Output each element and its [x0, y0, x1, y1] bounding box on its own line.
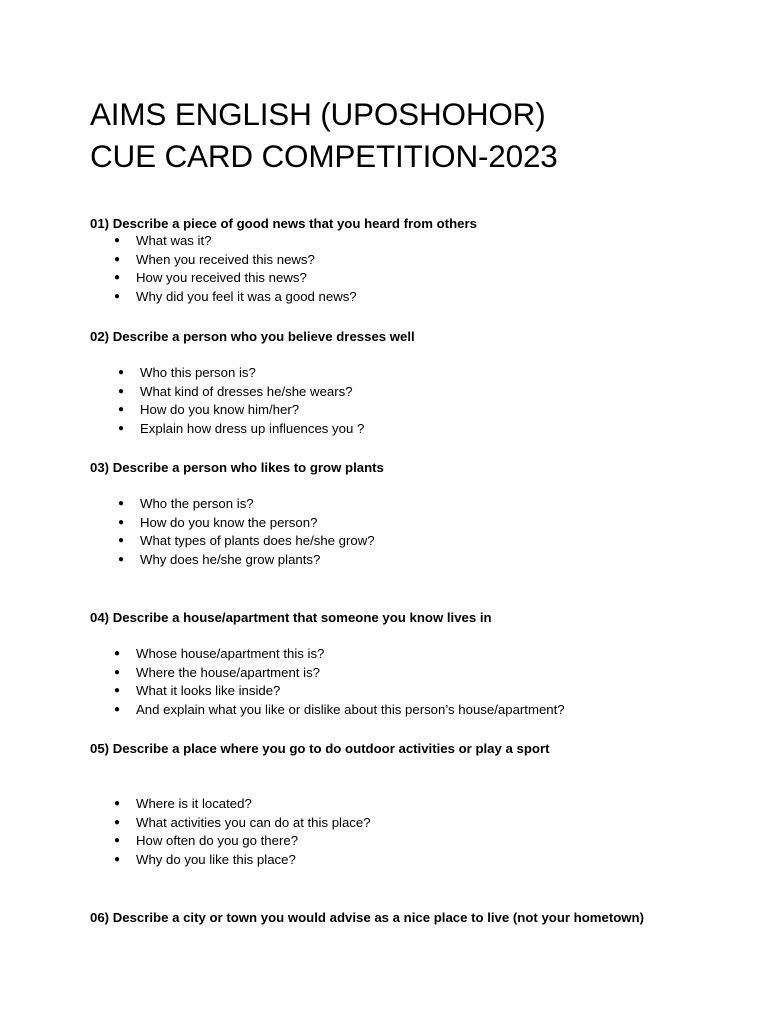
bullet-dot-icon: ●	[118, 367, 125, 378]
bullet-dot-icon: ●	[114, 798, 121, 809]
question-3-bullets	[118, 495, 375, 570]
question-5-bullets	[114, 795, 371, 870]
bullet-item: ● And explain what you like or dislike about this person’s house/apartment?	[136, 701, 565, 720]
bullet-dot-icon: ●	[114, 816, 121, 828]
bullet-dot-icon: ●	[114, 685, 121, 697]
bullet-item: ● Explain how dress up influences you ?	[140, 420, 364, 439]
bullet-item: ● Why does he/she grow plants?	[140, 551, 375, 570]
bullet-dot-icon: ●	[114, 291, 121, 303]
question-1-heading: 01) Describe a piece of good news that you heard from others	[90, 216, 477, 231]
bullet-dot-icon: ●	[114, 666, 121, 678]
bullet-dot-icon: ●	[114, 272, 121, 284]
bullet-item: ● What activities you can do at this place?	[136, 814, 371, 833]
bullet-dot-icon: ●	[114, 253, 121, 265]
bullet-item: ● How often do you go there?	[136, 832, 371, 851]
bullet-dot-icon: ●	[114, 704, 121, 716]
bullet-item: ● Where the house/apartment is?	[136, 664, 565, 683]
question-3-heading: 03) Describe a person who likes to grow plants	[90, 460, 384, 475]
question-4-heading: 04) Describe a house/apartment that someone you know lives in	[90, 610, 492, 625]
bullet-dot-icon: ●	[118, 404, 125, 416]
question-5-heading: 05) Describe a place where you go to do outdoor activities or play a sport	[90, 741, 550, 756]
bullet-dot-icon: ●	[118, 385, 125, 397]
bullet-dot-icon: ●	[118, 516, 125, 528]
bullet-item: ● What was it?	[136, 232, 357, 251]
bullet-item: ● Who the person is?	[140, 495, 375, 514]
bullet-item: ● What types of plants does he/she grow?	[140, 532, 375, 551]
bullet-item: ● What kind of dresses he/she wears?	[140, 383, 364, 402]
bullet-item: ● Why do you like this place?	[136, 851, 371, 870]
question-4-bullets	[114, 645, 565, 720]
bullet-item: ● Why did you feel it was a good news?	[136, 288, 357, 307]
bullet-item: ● Whose house/apartment this is?	[136, 645, 565, 664]
question-6-heading: 06) Describe a city or town you would advise as a nice place to live (not your hometown)	[90, 910, 645, 925]
title-line-2: CUE CARD COMPETITION-2023	[90, 138, 558, 174]
bullet-dot-icon: ●	[118, 423, 125, 435]
document-title	[90, 93, 558, 177]
bullet-dot-icon: ●	[114, 648, 121, 659]
bullet-item: ● How do you know him/her?	[140, 401, 364, 420]
bullet-item: ● When you received this news?	[136, 251, 357, 270]
title-line-1: AIMS ENGLISH (UPOSHOHOR)	[90, 96, 546, 132]
question-1-bullets	[114, 232, 357, 307]
bullet-dot-icon: ●	[114, 235, 121, 246]
bullet-dot-icon: ●	[114, 854, 121, 866]
bullet-item: ● What it looks like inside?	[136, 682, 565, 701]
bullet-dot-icon: ●	[118, 554, 125, 566]
question-2-bullets	[118, 364, 365, 439]
bullet-item: ● Who this person is?	[140, 364, 364, 383]
bullet-item: ● How you received this news?	[136, 269, 357, 288]
bullet-item: ● How do you know the person?	[140, 514, 375, 533]
question-2-heading: 02) Describe a person who you believe dresses well	[90, 329, 415, 344]
bullet-dot-icon: ●	[114, 835, 121, 847]
bullet-dot-icon: ●	[118, 535, 125, 547]
bullet-item: ● Where is it located?	[136, 795, 371, 814]
bullet-dot-icon: ●	[118, 498, 125, 509]
